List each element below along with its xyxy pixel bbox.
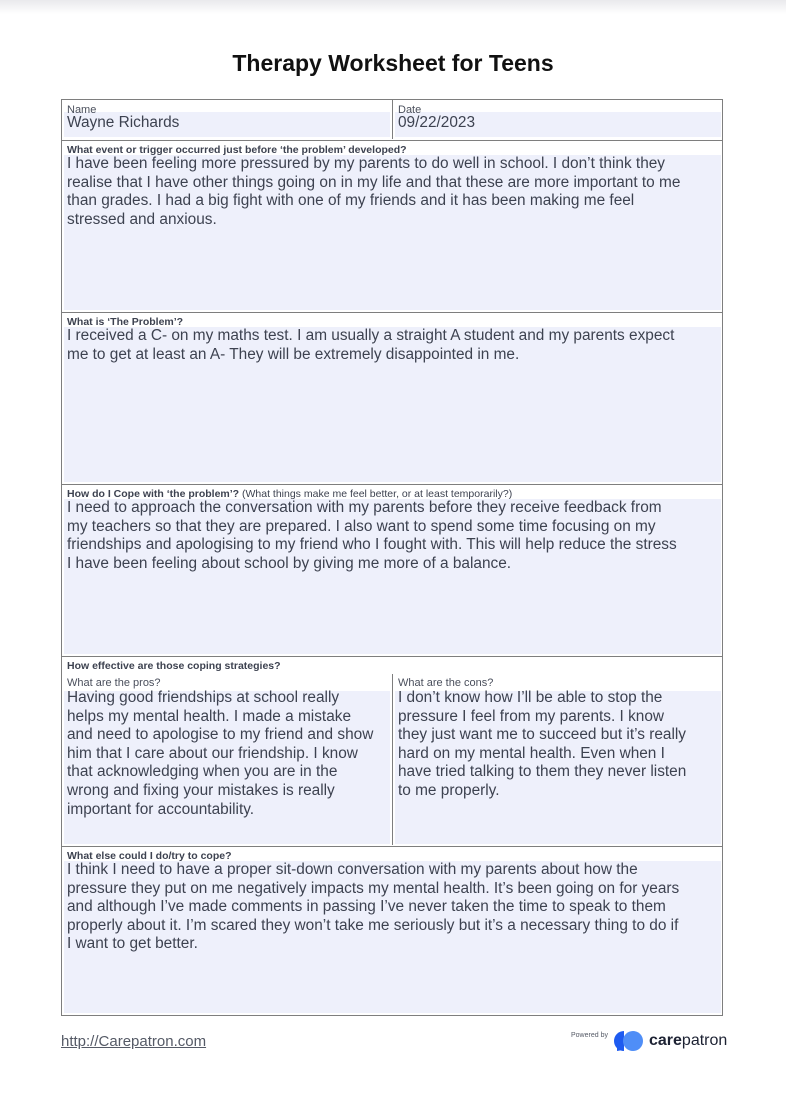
answer-line: I want to get better. [67, 935, 198, 953]
page-title: Therapy Worksheet for Teens [232, 50, 554, 76]
answer-line: realise that I have other things going on in my life and that these are more important to me [67, 173, 681, 191]
answer-line: to me properly. [398, 781, 500, 799]
effectiveness-section [62, 657, 722, 847]
answer-line: and although I’ve made comments in passing I’ve never taken the time to speak to them [67, 898, 666, 916]
answer-line: I received a C- on my maths test. I am usually a straight A student and my parents expect [67, 327, 675, 344]
answer-line: properly about it. I’m scared they won’t take me seriously but it’s a necessary thing to do if [67, 916, 679, 934]
name-label: Name [67, 104, 97, 116]
cons-answer [398, 689, 720, 801]
top-shadow-bar [0, 0, 786, 14]
answer-line: important for accountability. [67, 800, 255, 818]
powered-by-label: Powered by [571, 1032, 608, 1039]
answer-line: stressed and anxious. [67, 210, 217, 228]
answer-line: pressure they put on me negatively impacts my mental health. It’s been going on for years [67, 879, 680, 897]
worksheet-form [61, 99, 723, 1016]
answer-line: him that I care about our friendship. I know [67, 744, 358, 762]
answer-line: friendships and apologising to my friend who I fought with. This will help reduce the stress [67, 536, 677, 554]
answer-line: my teachers so that they are prepared. I also want to spend some time focusing on my [67, 517, 656, 535]
problem-label: What is ‘The Problem’? [67, 316, 184, 328]
answer-line: me to get at least an A- They will be extremely disappointed in me. [67, 345, 520, 363]
carepatron-logo-icon [613, 1029, 645, 1053]
coping-answer [67, 499, 677, 573]
carepatron-logo[interactable] [613, 1028, 727, 1054]
answer-line: Having good friendships at school really [67, 689, 340, 706]
answer-line: they just want me to succeed but it’s really [398, 726, 687, 744]
answer-line: I think I need to have a proper sit-down conversation with my parents about how the [67, 861, 638, 878]
what-else-answer [67, 861, 679, 954]
answer-line: I have been feeling more pressured by my parents to do well in school. I don’t think they [67, 155, 666, 172]
pros-label: What are the pros? [67, 677, 161, 689]
name-date-row [62, 100, 722, 141]
effectiveness-label: How effective are those coping strategies? [67, 660, 281, 672]
date-value: 09/22/2023 [398, 114, 476, 131]
answer-line: I don’t know how I’ll be able to stop the [398, 689, 663, 706]
problem-answer [67, 327, 674, 364]
problem-section [62, 313, 722, 485]
answer-line: pressure I feel from my parents. I know [398, 707, 665, 725]
pros-cons-divider [392, 674, 393, 845]
carepatron-website-link[interactable]: http://Carepatron.com [61, 1033, 207, 1050]
trigger-answer [67, 155, 680, 229]
what-else-label: What else could I do/try to cope? [67, 850, 232, 862]
what-else-section [62, 847, 722, 1015]
answer-line: I need to approach the conversation with my parents before they receive feedback from [67, 499, 662, 516]
pros-answer [67, 689, 389, 819]
answer-line: hard on my mental health. Even when I [398, 744, 665, 762]
coping-label: How do I Cope with ‘the problem’? (What things make me feel better, or at least temporarily?) [67, 488, 513, 500]
answer-line: wrong and fixing your mistakes is really [67, 781, 335, 799]
answer-line: and need to apologise to my friend and show [67, 726, 374, 744]
trigger-label: What event or trigger occurred just before ‘the problem’ developed? [67, 144, 407, 156]
trigger-section [62, 141, 722, 313]
name-date-divider [392, 100, 393, 139]
name-value: Wayne Richards [67, 114, 180, 131]
coping-section [62, 485, 722, 657]
answer-line: that acknowledging when you are in the [67, 763, 338, 781]
carepatron-wordmark: carepatron [649, 1032, 728, 1049]
cons-label: What are the cons? [398, 677, 494, 689]
answer-line: helps my mental health. I made a mistake [67, 707, 352, 725]
answer-line: than grades. I had a big fight with one of my friends and it has been making me feel [67, 192, 635, 210]
date-label: Date [398, 104, 422, 116]
answer-line: have tried talking to them they never listen [398, 763, 687, 781]
answer-line: I have been feeling about school by giving me more of a balance. [67, 554, 512, 572]
